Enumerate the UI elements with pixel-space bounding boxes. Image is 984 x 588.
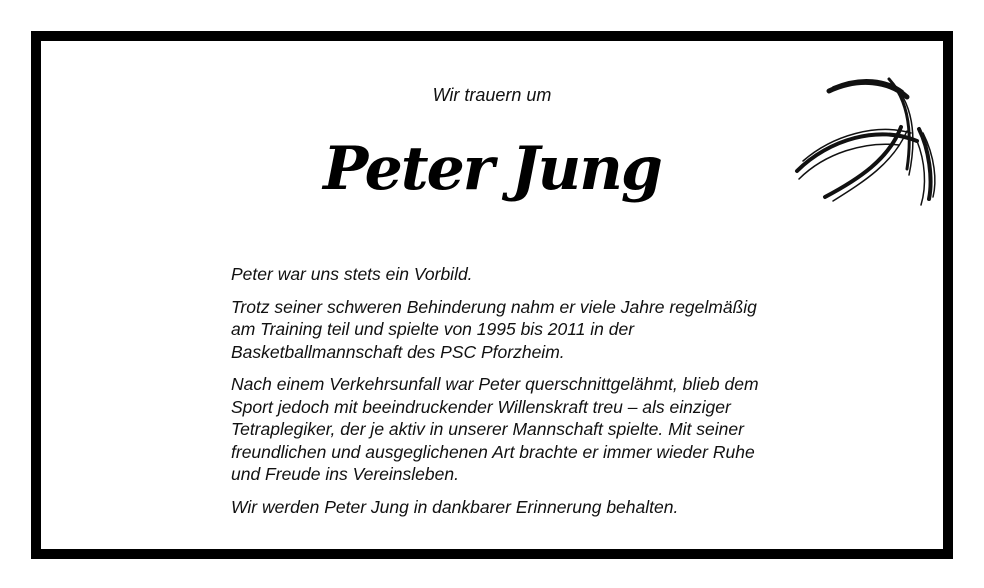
paragraph-4: Wir werden Peter Jung in dankbarer Erinnerung behalten. xyxy=(231,496,679,517)
paragraph-1: Peter war uns stets ein Vorbild. xyxy=(231,264,473,284)
obituary-frame xyxy=(31,31,953,559)
deceased-name: Peter Jung xyxy=(323,134,661,204)
paragraph-3: Nach einem Verkehrsunfall war Peter querschnittgelähmt, blieb dem Sport jedoch mit beeindruckender Willenskraft treu – als einziger Tetraplegiker, der je aktiv in unserer Mannschaft spielte. Mit seiner freundlichen und ausgeglichenen Art brachte er immer wieder Ruhe und Freude ins Vereinsleben. xyxy=(231,374,759,484)
basketball-icon xyxy=(789,69,939,209)
obituary-text xyxy=(231,263,771,528)
intro-text: Wir trauern um xyxy=(432,85,552,105)
paragraph-2: Trotz seiner schweren Behinderung nahm er viele Jahre regelmäßig am Training teil und spielte von 1995 bis 2011 in der Basketballmannschaft des PSC Pforzheim. xyxy=(231,296,757,362)
